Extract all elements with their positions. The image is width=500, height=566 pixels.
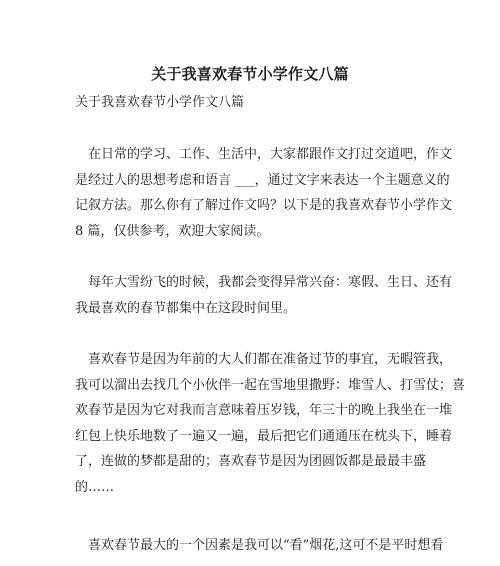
paragraph-line: 在日常的学习、工作、生活中，大家都跟作文打过交道吧，作文	[88, 147, 453, 162]
paragraph-line: 欢春节是因为它对我而言意味着压岁钱，年三十的晚上我坐在一堆	[75, 403, 453, 418]
paragraph-snow	[75, 270, 453, 321]
document-subtitle: 关于我喜欢春节小学作文八篇	[75, 95, 245, 110]
paragraph-line: 的……	[75, 479, 115, 495]
paragraph-line: 是经过人的思想考虑和语言 ___，通过文字来表达一个主题意义的	[75, 172, 450, 188]
paragraph-line: 喜欢春节是因为年前的大人们都在准备过节的事宜，无暇管我，	[88, 352, 453, 367]
paragraph-line: 我最喜欢的春节都集中在这段时间里。	[75, 300, 297, 316]
paragraph-line: 8 篇，仅供参考，欢迎大家阅读。	[75, 223, 270, 239]
paragraph-line: 记叙方法。那么你有了解过作文吗？以下是的我喜欢春节小学作文	[75, 198, 453, 213]
paragraph-line: 红包上快乐地数了一遍又一遍，最后把它们通通压在枕头下，睡着	[75, 428, 453, 444]
paragraph-line: 每年大雪纷飞的时候，我都会变得异常兴奋：寒假、生日、还有	[88, 275, 453, 290]
paragraph-line: 了，连做的梦都是甜的；喜欢春节是因为团圆饭都是最最丰盛	[75, 454, 427, 469]
document-title: 关于我喜欢春节小学作文八篇	[151, 65, 349, 83]
paragraph-reasons	[75, 347, 466, 500]
paragraph-intro	[75, 142, 453, 244]
paragraph-fireworks	[75, 533, 444, 559]
paragraph-line: 我可以溜出去找几个小伙伴一起在雪地里撒野：堆雪人、打雪仗；喜	[75, 377, 466, 393]
paragraph-line: 喜欢春节最大的一个因素是我可以“看”烟花,这可不是平时想看	[88, 538, 444, 553]
